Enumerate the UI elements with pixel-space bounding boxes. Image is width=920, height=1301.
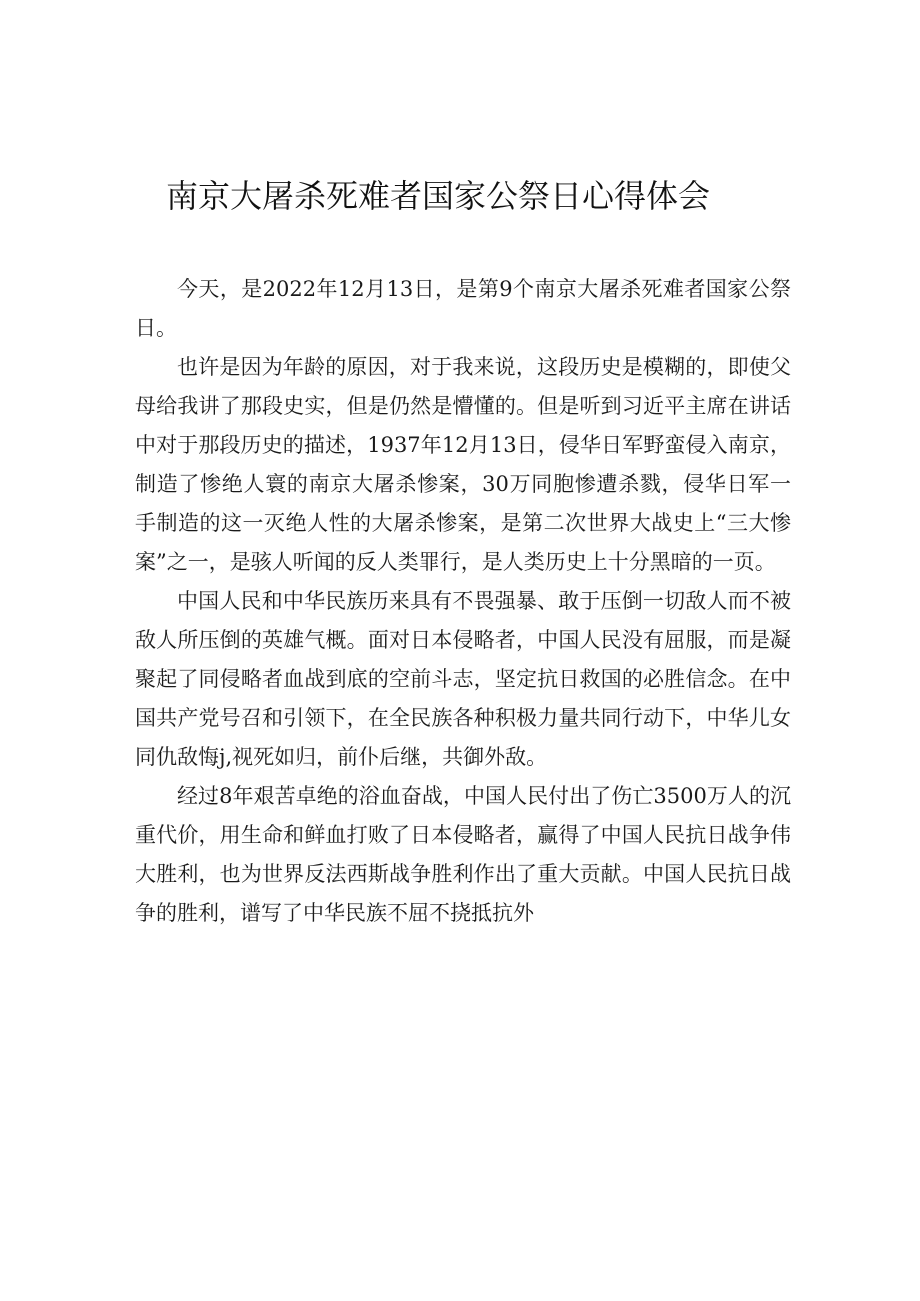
document-title: 南京大屠杀死难者国家公祭日心得体会 <box>165 177 710 215</box>
document-body <box>135 270 791 933</box>
paragraph-3: 中国人民和中华民族历来具有不畏强暴、敢于压倒一切敌人而不被敌人所压倒的英雄气概。面对日本侵略者，中国人民没有屈服，而是凝聚起了同侵略者血战到底的空前斗志，坚定抗日救国的必胜信念。在中国共产党号召和引领下，在全民族各种积极力量共同行动下，中华儿女同仇敌悔j,视死如归，前仆后继，共御外敌。 <box>135 589 791 769</box>
paragraph-2: 也许是因为年龄的原因，对于我来说，这段历史是模糊的，即使父母给我讲了那段史实，但是仍然是懵懂的。但是听到习近平主席在讲话中对于那段历史的描述，1937年12月13日，侵华日军野蛮侵入南京，制造了惨绝人寰的南京大屠杀惨案，30万同胞惨遭杀戮，侵华日军一手制造的这一灭绝人性的大屠杀惨案，是第二次世界大战史上“三大惨案”之一，是骇人听闻的反人类罪行，是人类历史上十分黑暗的一页。 <box>135 355 791 574</box>
paragraph-4: 经过8年艰苦卓绝的浴血奋战，中国人民付出了伤亡3500万人的沉重代价，用生命和鲜血打败了日本侵略者，赢得了中国人民抗日战争伟大胜利，也为世界反法西斯战争胜利作出了重大贡献。中国人民抗日战争的胜利，谱写了中华民族不屈不挠抵抗外 <box>135 784 791 925</box>
paragraph-1: 今天，是2022年12月13日，是第9个南京大屠杀死难者国家公祭日。 <box>135 277 791 340</box>
